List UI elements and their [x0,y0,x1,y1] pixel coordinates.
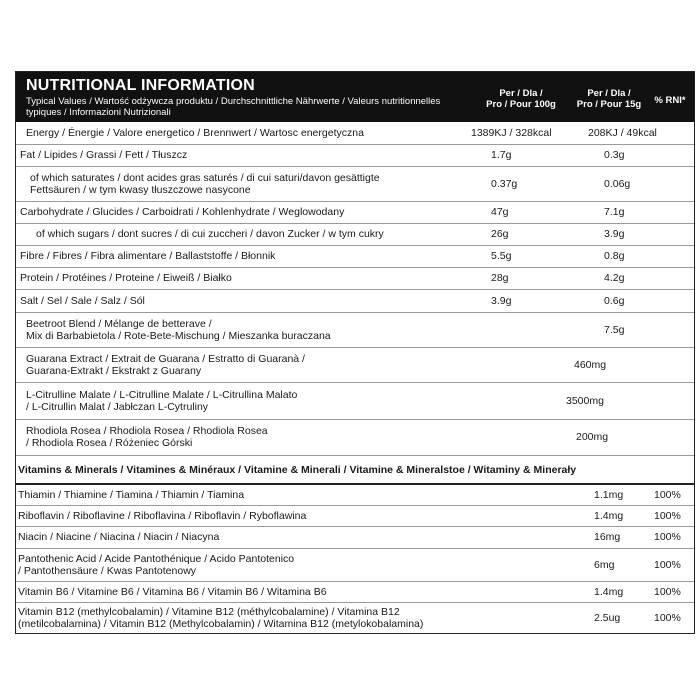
value-per-15g: 0.8g [604,250,625,262]
value-per-15g: 460mg [574,359,607,371]
table-row [16,202,694,224]
vitamin-label: Vitamin B12 (methylcobalamin) / Vitamine B12 (méthylcobalamine) / Vitamina B12 [18,606,400,618]
nutrient-label: Energy / Énergie / Valore energetico / Brennwert / Wartosc energetyczna [26,127,364,139]
value-per-15g: 3500mg [566,395,604,407]
value-per-15g: 0.6g [604,295,625,307]
table-row [16,582,694,603]
table-row [16,603,694,634]
value-per-100g: 0.37g [491,178,518,190]
table-row [16,383,694,420]
value-per-15g: 200mg [576,431,609,443]
table-row [16,527,694,549]
value-per-15g: 7.5g [604,324,625,336]
vitamins-section-title-row [16,456,694,485]
nutrient-label: of which saturates / dont acides gras saturés / di cui saturi/davon gesättigte [30,172,380,184]
vitamin-rni: 100% [654,531,681,543]
vitamin-label: / Pantothensäure / Kwas Pantotenowy [18,565,197,577]
vitamin-label: (metilcobalamina) / Vitamin B12 (Methylcobalamin) / Witamina B12 (metylokobalamina) [18,618,424,630]
vitamin-label: Thiamin / Thiamine / Tiamina / Thiamin / Tiamina [18,489,245,501]
value-per-100g: 1.7g [491,149,512,161]
value-per-15g: 3.9g [604,228,625,240]
vitamin-rni: 100% [654,489,681,501]
value-per-15g: 4.2g [604,272,625,284]
vitamins-section-title: Vitamins & Minerals / Vitamines & Minéraux / Vitamine & Minerali / Vitamine & Mineralstoe / Witaminy & Minerały [18,464,577,476]
table-row [16,246,694,268]
value-per-100g: 3.9g [491,295,512,307]
table-row [16,290,694,313]
value-per-15g: 208KJ / 49kcal [588,127,657,139]
table-row [16,348,694,383]
table-row [16,167,694,202]
table-row [16,485,694,506]
value-per-100g: 5.5g [491,250,512,262]
vitamin-amount: 1.1mg [594,489,624,501]
nutrient-label: / Rhodiola Rosea / Różeniec Górski [26,437,193,449]
nutrient-label: Carbohydrate / Glucides / Carboidrati / Kohlenhydrate / Weglowodany [20,206,345,218]
nutrition-panel [15,71,695,634]
vitamin-amount: 1.4mg [594,510,624,522]
nutrient-label: Fettsäuren / w tym kwasy tłuszczowe nasycone [30,184,251,196]
vitamin-rni: 100% [654,612,681,624]
nutrient-label: Guarana Extract / Extrait de Guarana / Estratto di Guaranà / [26,353,305,365]
col-header-15g: Per / Dla / Pro / Pour 15g [576,88,642,110]
vitamin-label: Pantothenic Acid / Acide Pantothénique / Acido Pantotenico [18,553,295,565]
table-row [16,268,694,290]
table-row [16,549,694,582]
value-per-15g: 0.06g [604,178,631,190]
nutrient-label: Mix di Barbabietola / Rote-Bete-Mischung / Mieszanka buraczana [26,330,331,342]
value-per-15g: 0.3g [604,149,625,161]
nutrient-label: Fat / Lipides / Grassi / Fett / Tłuszcz [20,149,188,161]
vitamin-rni: 100% [654,559,681,571]
value-per-100g: 26g [491,228,509,240]
vitamin-label: Vitamin B6 / Vitamine B6 / Vitamina B6 / Vitamin B6 / Witamina B6 [18,586,327,598]
nutrient-label: Salt / Sel / Sale / Salz / Sól [20,295,145,307]
table-row [16,224,694,246]
col-header-rni: % RNI* [654,95,686,106]
value-per-100g: 47g [491,206,509,218]
table-row [16,145,694,167]
vitamin-amount: 2.5ug [594,612,621,624]
nutrient-label: Fibre / Fibres / Fibra alimentare / Ballaststoffe / Błonnik [20,250,276,262]
table-row [16,506,694,527]
table-row [16,313,694,348]
nutrient-label: Protein / Protéines / Proteine / Eiweiß / Białko [20,272,232,284]
vitamin-label: Riboflavin / Riboflavine / Riboflavina / Riboflavin / Ryboflawina [18,510,307,522]
vitamin-amount: 6mg [594,559,615,571]
vitamin-amount: 16mg [594,531,621,543]
nutrition-header [16,72,694,122]
value-per-100g: 28g [491,272,509,284]
nutrient-label: L-Citrulline Malate / L-Citrulline Malate / L-Citrullina Malato [26,389,298,401]
value-per-15g: 7.1g [604,206,625,218]
nutrient-label: Guarana-Extrakt / Ekstrakt z Guarany [26,365,202,377]
nutrient-label: of which sugars / dont sucres / di cui zuccheri / davon Zucker / w tym cukry [36,228,384,240]
table-row [16,420,694,456]
table-row [16,122,694,145]
vitamin-rni: 100% [654,586,681,598]
nutrient-label: / L-Citrullin Malat / Jabłczan L-Cytruliny [26,401,209,413]
vitamin-rni: 100% [654,510,681,522]
page-title: NUTRITIONAL INFORMATION [26,77,255,94]
nutrient-label: Beetroot Blend / Mélange de betterave / [26,318,212,330]
vitamin-amount: 1.4mg [594,586,624,598]
value-per-100g: 1389KJ / 328kcal [471,127,552,139]
vitamin-label: Niacin / Niacine / Niacina / Niacin / Niacyna [18,531,220,543]
nutrient-label: Rhodiola Rosea / Rhodiola Rosea / Rhodiola Rosea [26,425,268,437]
header-subtitle: Typical Values / Wartość odżywcza produktu / Durchschnittliche Nährwerte / Valeurs nutritionnelles typiques / Informazioni Nutrizionali [26,96,441,118]
col-header-100g: Per / Dla / Pro / Pour 100g [486,88,556,110]
